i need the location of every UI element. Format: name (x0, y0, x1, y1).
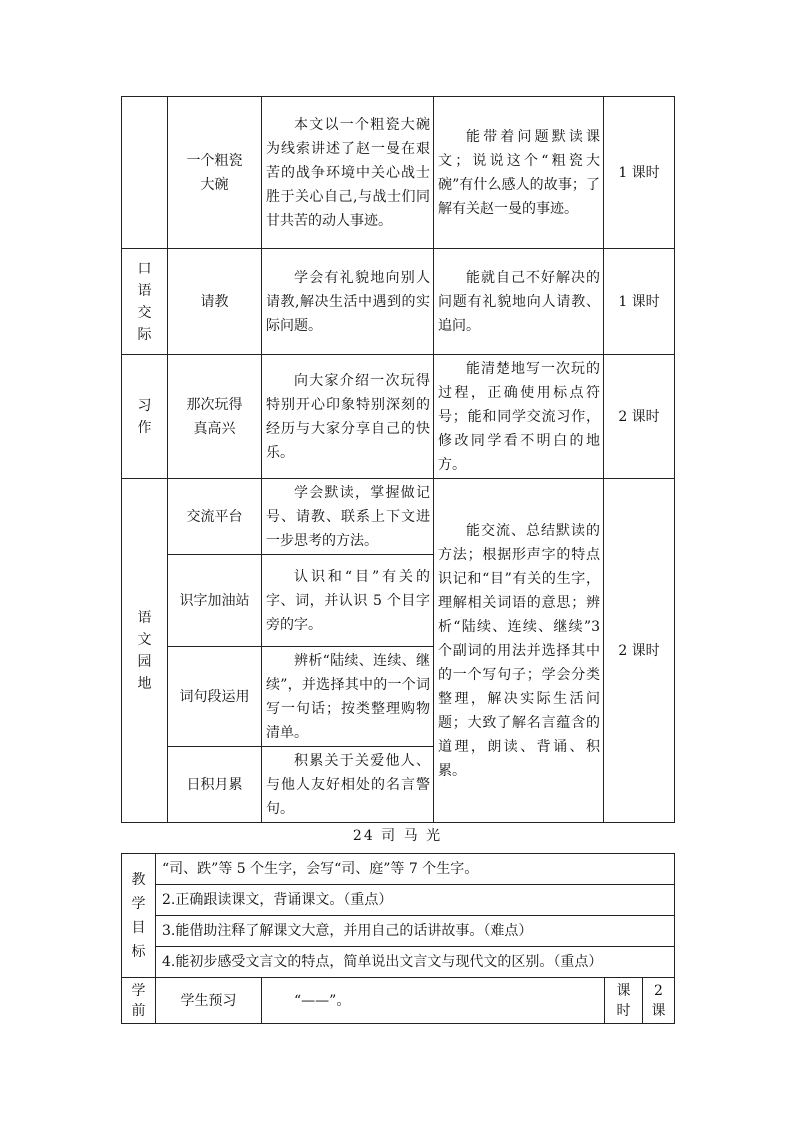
lesson-title-cell: 那次玩得 真高兴 (168, 355, 262, 479)
content-cell: 学会默读，掌握做记号、请教、联系上下文进一步思考的方法。 (262, 479, 434, 555)
table-row (122, 97, 675, 249)
goal-cell: 能带着问题默读课文；说说这个“粗瓷大碗”有什么感人的故事；了解有关赵一曼的事迹。 (434, 97, 604, 249)
section-cell: 口语交际 (122, 249, 168, 355)
hours-cell: 2 课时 (604, 479, 675, 823)
hours-label-cell: 课时 (605, 978, 643, 1024)
lesson-title: 24 司 马 光 (352, 828, 443, 844)
lesson-title-cell: 一个粗瓷 大碗 (168, 97, 262, 249)
goal-item: 4.能初步感受文言文的特点，简单说出文言文与现代文的区别。（重点） (156, 947, 675, 978)
pre-content-cell: “——”。 (262, 978, 605, 1024)
goal-item: 3.能借助注释了解课文大意，并用自己的话讲故事。（难点） (156, 916, 675, 947)
goal-item: 2.正确跟读课文，背诵课文。（重点） (156, 885, 675, 916)
lesson24-table (121, 853, 675, 1024)
table-row (122, 947, 675, 978)
goals-label-cell: 教学目标 (122, 854, 156, 978)
table-row (122, 916, 675, 947)
table-row (122, 479, 675, 555)
content-cell: 学会有礼貌地向别人请教,解决生活中遇到的实际问题。 (262, 249, 434, 355)
goal-item: “司、跌”等 5 个生字，会写“司、庭”等 7 个生字。 (156, 854, 675, 885)
hours-value-cell: 2课 (643, 978, 675, 1024)
goal-cell: 能清楚地写一次玩的过程，正确使用标点符号；能和同学交流习作，修改同学看不明白的地方。 (434, 355, 604, 479)
goal-cell: 能就自己不好解决的问题有礼貌地向人请教、追问。 (434, 249, 604, 355)
content-cell: 积累关于关爱他人、与他人友好相处的名言警句。 (262, 747, 434, 823)
lesson-title-cell: 词句段运用 (168, 647, 262, 747)
lesson-title-cell: 识字加油站 (168, 555, 262, 647)
hours-cell: 1 课时 (604, 249, 675, 355)
table-row (122, 978, 675, 1024)
table-row (122, 355, 675, 479)
section-cell: 习作 (122, 355, 168, 479)
content-cell: 认识和“目”有关的字、词，并认识 5 个目字旁的字。 (262, 555, 434, 647)
pre-label-cell: 学前 (122, 978, 156, 1024)
lesson-title-cell: 日积月累 (168, 747, 262, 823)
section-cell: 语文园地 (122, 479, 168, 823)
lesson-title-cell: 请教 (168, 249, 262, 355)
content-cell: 本文以一个粗瓷大碗为线索讲述了赵一曼在艰苦的战争环境中关心战士胜于关心自己,与战士们同甘共苦的动人事迹。 (262, 97, 434, 249)
section-cell (122, 97, 168, 249)
hours-cell: 2 课时 (604, 355, 675, 479)
content-cell: 向大家介绍一次玩得特别开心印象特别深刻的经历与大家分享自己的快乐。 (262, 355, 434, 479)
table-row (122, 249, 675, 355)
hours-cell: 1 课时 (604, 97, 675, 249)
table-row (122, 854, 675, 885)
pre-task-cell: 学生预习 (156, 978, 262, 1024)
goal-cell: 能交流、总结默读的方法；根据形声字的特点识记和“目”有关的生字，理解相关词语的意思；辨析“陆续、连续、继续”3 个副词的用法并选择其中的一个写句子；学会分类整理，解决实际生活问题；大致了解名言蕴含的道理，朗读、背诵、积累。 (434, 479, 604, 823)
table-row (122, 885, 675, 916)
lesson-title-cell: 交流平台 (168, 479, 262, 555)
lesson-plan-table (121, 96, 675, 823)
content-cell: 辨析“陆续、连续、继续”，并选择其中的一个词写一句话；按类整理购物清单。 (262, 647, 434, 747)
